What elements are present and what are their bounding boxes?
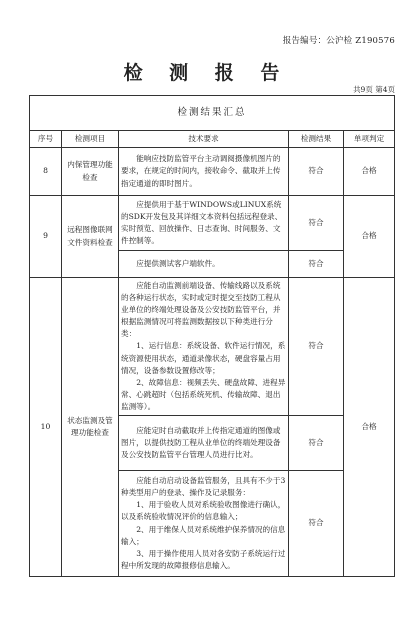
- item-verdict: 合格: [344, 278, 395, 577]
- technical-requirement: [119, 416, 289, 471]
- item-verdict: 合格: [344, 196, 395, 278]
- column-header-no: 序号: [30, 131, 62, 148]
- item-verdict: 合格: [344, 148, 395, 196]
- test-result: 符合: [289, 471, 344, 577]
- summary-title-row: [30, 96, 395, 131]
- row-number: 10: [30, 278, 62, 577]
- requirement-paragraph: 3、用于操作使用人员对各安防子系统运行过程中所发现的故障报修信息输入。: [121, 548, 286, 570]
- technical-requirement: [119, 148, 289, 196]
- requirement-paragraph: 能响应技防监管平台主动调阅摄像机图片的要求，在规定的时间内，接收命令、截取并上传指定通道的即时图片。: [121, 154, 281, 188]
- results-table: [29, 95, 395, 577]
- requirement-paragraph: 应提供用于基于WINDOWS或LINUX系统的SDK开发包及其详细文本资料包括远程登录、实时预览、回放操作、日志查询、时间服务、文件控制等。: [121, 199, 283, 246]
- row-number: 8: [30, 148, 62, 196]
- requirement-paragraph: 2、用于维保人员对系统维护保养情况的信息输入；: [121, 524, 286, 546]
- column-header-item: 检测项目: [62, 131, 119, 148]
- technical-requirement: [119, 196, 289, 251]
- test-result: 符合: [289, 148, 344, 196]
- requirement-paragraph: 应提供测试客户端软件。: [136, 258, 220, 268]
- page-info: 共9页 第4页: [353, 85, 395, 94]
- summary-title: 检测结果汇总: [30, 96, 395, 131]
- test-result: 符合: [289, 196, 344, 251]
- row-number: 9: [30, 196, 62, 278]
- table-row: [30, 278, 395, 416]
- column-header-result: 检测结果: [289, 131, 344, 148]
- table-row: [30, 196, 395, 251]
- technical-requirement: [119, 278, 289, 416]
- test-result: 符合: [289, 278, 344, 416]
- test-item: 状态监测及管理功能检查: [62, 278, 119, 577]
- technical-requirement: [119, 251, 289, 278]
- report-number: 报告编号：公沪检 Z190576: [282, 36, 395, 46]
- technical-requirement: [119, 471, 289, 577]
- requirement-paragraph: 应能定时自动截取并上传指定通道的图像或图片，以提供技防工程从业单位的终端处理设备及公安技防监管平台管理人员进行比对。: [121, 425, 281, 460]
- column-header-verdict: 单项判定: [344, 131, 395, 148]
- requirement-paragraph: 1、用于验收人员对系统验收图像进行确认，以及系统验收情况评价的信息输入；: [121, 500, 286, 522]
- column-header-requirement: 技术要求: [119, 131, 289, 148]
- document-title: 检 测 报 告: [123, 62, 290, 84]
- requirement-paragraph: 应能自动启动设备监管服务，且具有不少于3种类型用户的登录、操作及记录服务：: [121, 475, 286, 498]
- test-item: 远程图像联网文件资料检查: [62, 196, 119, 278]
- table-row: [30, 148, 395, 196]
- column-header-row: [30, 131, 395, 148]
- requirement-paragraph: 1、运行信息：系统设备、软件运行情况，系统资源使用状态，通道录像状态，硬盘容量占用情况，设备参数设置修改等；: [121, 341, 286, 375]
- test-item: 内保管理功能检查: [62, 148, 119, 196]
- test-result: 符合: [289, 251, 344, 278]
- test-result: 符合: [289, 416, 344, 471]
- requirement-paragraph: 2、故障信息：视频丢失、硬盘故障、进程异常、心跳超时（包括系统死机、传输故障、退出监测等）。: [121, 377, 286, 412]
- requirement-paragraph: 应能自动监测前端设备、传输线路以及系统的各种运行状态，实时或定时提交至技防工程从业单位的终端处理设备及公安技防监管平台，并根据监测情况可将监测数据按以下种类进行分类：: [121, 280, 281, 339]
